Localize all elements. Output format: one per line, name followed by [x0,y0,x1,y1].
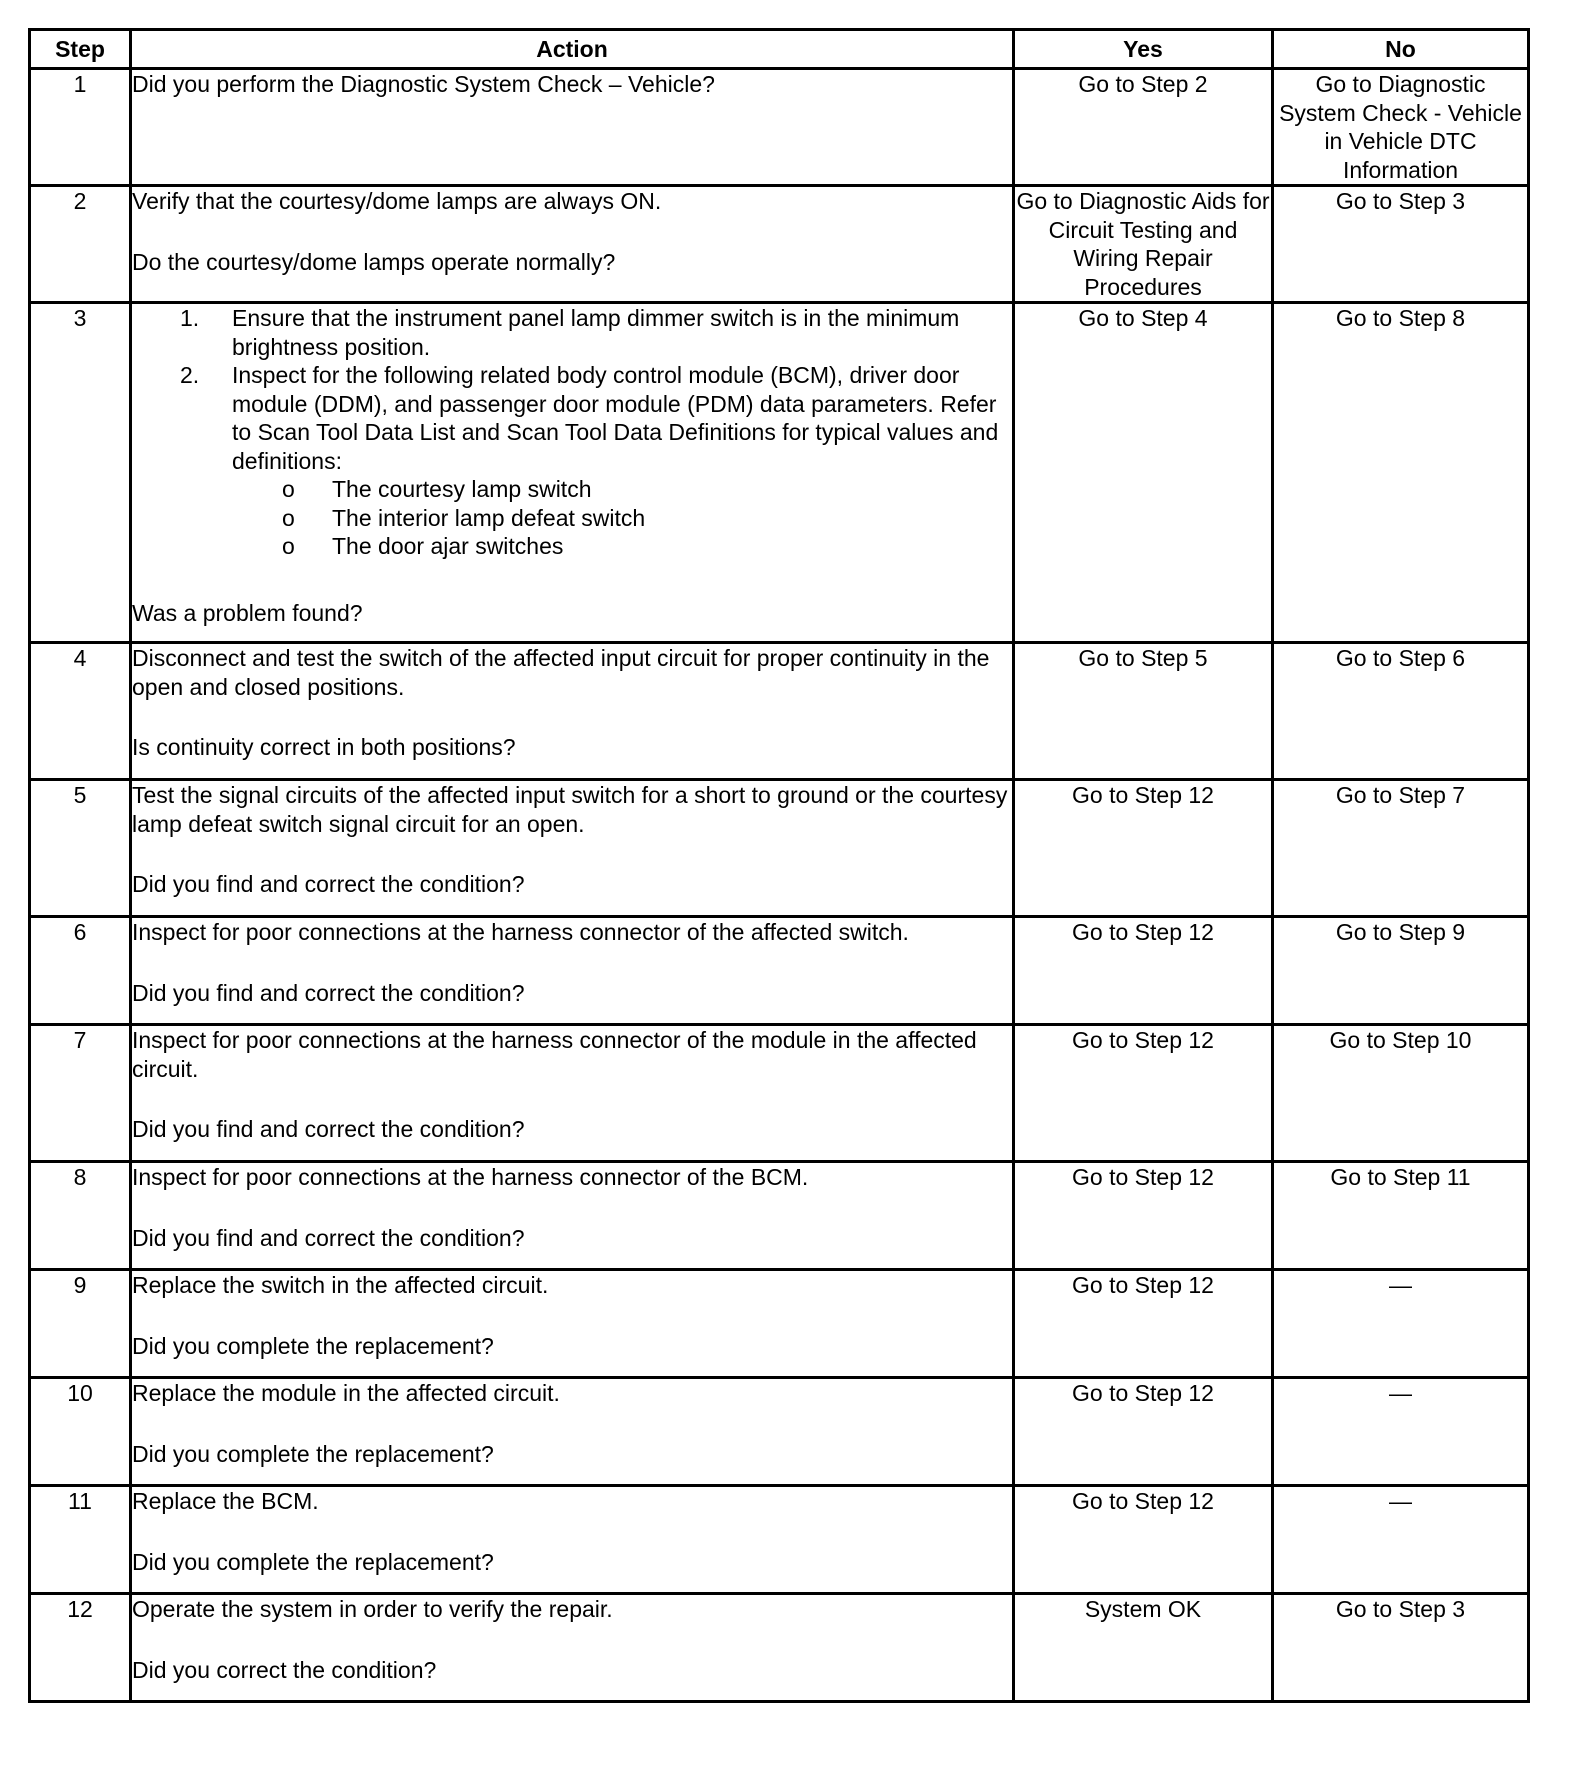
bullet-icon: o [282,476,295,502]
action-cell [131,1594,1014,1702]
action-cell [131,69,1014,186]
yes-cell: Go to Step 12 [1014,1486,1273,1594]
table-row [30,643,1529,780]
action-cell [131,917,1014,1025]
yes-cell: Go to Step 12 [1014,1378,1273,1486]
action-text: Inspect for poor connections at the harness connector of the module in the affected circuit. [132,1027,977,1082]
action-cell [131,1486,1014,1594]
action-text: Replace the BCM. [132,1488,319,1514]
table-row [30,1270,1529,1378]
yes-cell: Go to Step 12 [1014,1025,1273,1162]
step-number: 11 [30,1486,131,1594]
action-question: Did you find and correct the condition? [132,871,525,897]
bullet-icon: o [282,533,295,559]
action-text: Replace the module in the affected circuit. [132,1380,560,1406]
action-text: Did you perform the Diagnostic System Check – Vehicle? [132,71,715,97]
step-number: 9 [30,1270,131,1378]
no-cell: — [1273,1378,1529,1486]
yes-cell: Go to Step 12 [1014,1270,1273,1378]
bullet-text: The door ajar switches [332,533,564,559]
step-number: 1 [30,69,131,186]
action-text: Inspect for poor connections at the harness connector of the BCM. [132,1164,809,1190]
action-cell [131,1025,1014,1162]
action-cell [131,1270,1014,1378]
yes-cell: Go to Step 12 [1014,1162,1273,1270]
action-question: Did you find and correct the condition? [132,1116,525,1142]
yes-cell: Go to Step 4 [1014,303,1273,643]
no-cell: Go to Step 9 [1273,917,1529,1025]
step-number: 5 [30,780,131,917]
no-cell: Go to Step 8 [1273,303,1529,643]
bullet-item [282,532,1012,561]
step-number: 12 [30,1594,131,1702]
action-cell [131,1378,1014,1486]
action-question: Is continuity correct in both positions? [132,734,516,760]
bullet-text: The courtesy lamp switch [332,476,592,502]
table-row [30,917,1529,1025]
list-item [180,304,1012,361]
header-yes: Yes [1014,30,1273,69]
table-row [30,1594,1529,1702]
action-cell [131,303,1014,643]
yes-cell: Go to Step 12 [1014,780,1273,917]
action-text: Verify that the courtesy/dome lamps are always ON. [132,188,662,214]
action-cell [131,1162,1014,1270]
step-number: 10 [30,1378,131,1486]
no-cell: Go to Step 10 [1273,1025,1529,1162]
no-cell: Go to Step 3 [1273,186,1529,303]
action-text: Disconnect and test the switch of the affected input circuit for proper continuity in the open and closed positions. [132,645,990,700]
step-number: 7 [30,1025,131,1162]
header-action: Action [131,30,1014,69]
action-question: Did you correct the condition? [132,1656,437,1683]
table-row [30,1486,1529,1594]
action-text: Test the signal circuits of the affected input switch for a short to ground or the courtesy lamp defeat switch signal circuit for an open. [132,782,1008,837]
yes-cell: Go to Diagnostic Aids for Circuit Testing and Wiring Repair Procedures [1014,186,1273,303]
yes-cell: System OK [1014,1594,1273,1702]
table-row [30,186,1529,303]
bullet-icon: o [282,504,295,531]
list-number: 1. [180,305,200,331]
action-question: Did you find and correct the condition? [132,1224,525,1251]
table-row [30,1378,1529,1486]
bullet-text: The interior lamp defeat switch [332,504,646,531]
no-cell: Go to Step 11 [1273,1162,1529,1270]
header-row [30,30,1529,69]
list-item [180,361,1012,561]
header-step: Step [30,30,131,69]
numbered-list [132,304,1012,561]
action-text: Operate the system in order to verify the repair. [132,1596,613,1622]
table-row [30,780,1529,917]
action-question: Did you complete the replacement? [132,1332,494,1359]
table-row [30,1162,1529,1270]
table-row [30,69,1529,186]
action-text: Replace the switch in the affected circuit. [132,1272,549,1298]
list-item-text: Inspect for the following related body control module (BCM), driver door module (DDM), and passenger door module (PDM) data parameters. Refer to Scan Tool Data List and Scan Tool Data Definitions for typical values and definitions: [232,362,999,474]
yes-cell: Go to Step 2 [1014,69,1273,186]
bullet-item [282,504,1012,533]
step-number: 8 [30,1162,131,1270]
bullet-item [282,475,1012,504]
no-cell: — [1273,1270,1529,1378]
action-cell [131,780,1014,917]
header-no: No [1273,30,1529,69]
list-item-text: Ensure that the instrument panel lamp dimmer switch is in the minimum brightness position. [232,305,960,360]
no-cell: Go to Step 3 [1273,1594,1529,1702]
action-text: Inspect for poor connections at the harness connector of the affected switch. [132,919,909,945]
no-cell: Go to Step 7 [1273,780,1529,917]
step-number: 6 [30,917,131,1025]
yes-cell: Go to Step 5 [1014,643,1273,780]
action-question: Did you complete the replacement? [132,1548,494,1575]
no-cell: Go to Diagnostic System Check - Vehicle in Vehicle DTC Information [1273,69,1529,186]
bullet-list [232,475,1012,561]
action-question: Do the courtesy/dome lamps operate normally? [132,248,616,275]
action-cell [131,643,1014,780]
table-row [30,1025,1529,1162]
table-row [30,303,1529,643]
yes-cell: Go to Step 12 [1014,917,1273,1025]
step-number: 3 [30,303,131,643]
list-number: 2. [180,362,200,388]
action-question: Did you complete the replacement? [132,1440,494,1467]
no-cell: Go to Step 6 [1273,643,1529,780]
no-cell: — [1273,1486,1529,1594]
action-cell [131,186,1014,303]
action-question: Did you find and correct the condition? [132,979,525,1006]
step-number: 2 [30,186,131,303]
step-number: 4 [30,643,131,780]
diagnostic-table [28,28,1530,1703]
action-question: Was a problem found? [132,599,363,626]
